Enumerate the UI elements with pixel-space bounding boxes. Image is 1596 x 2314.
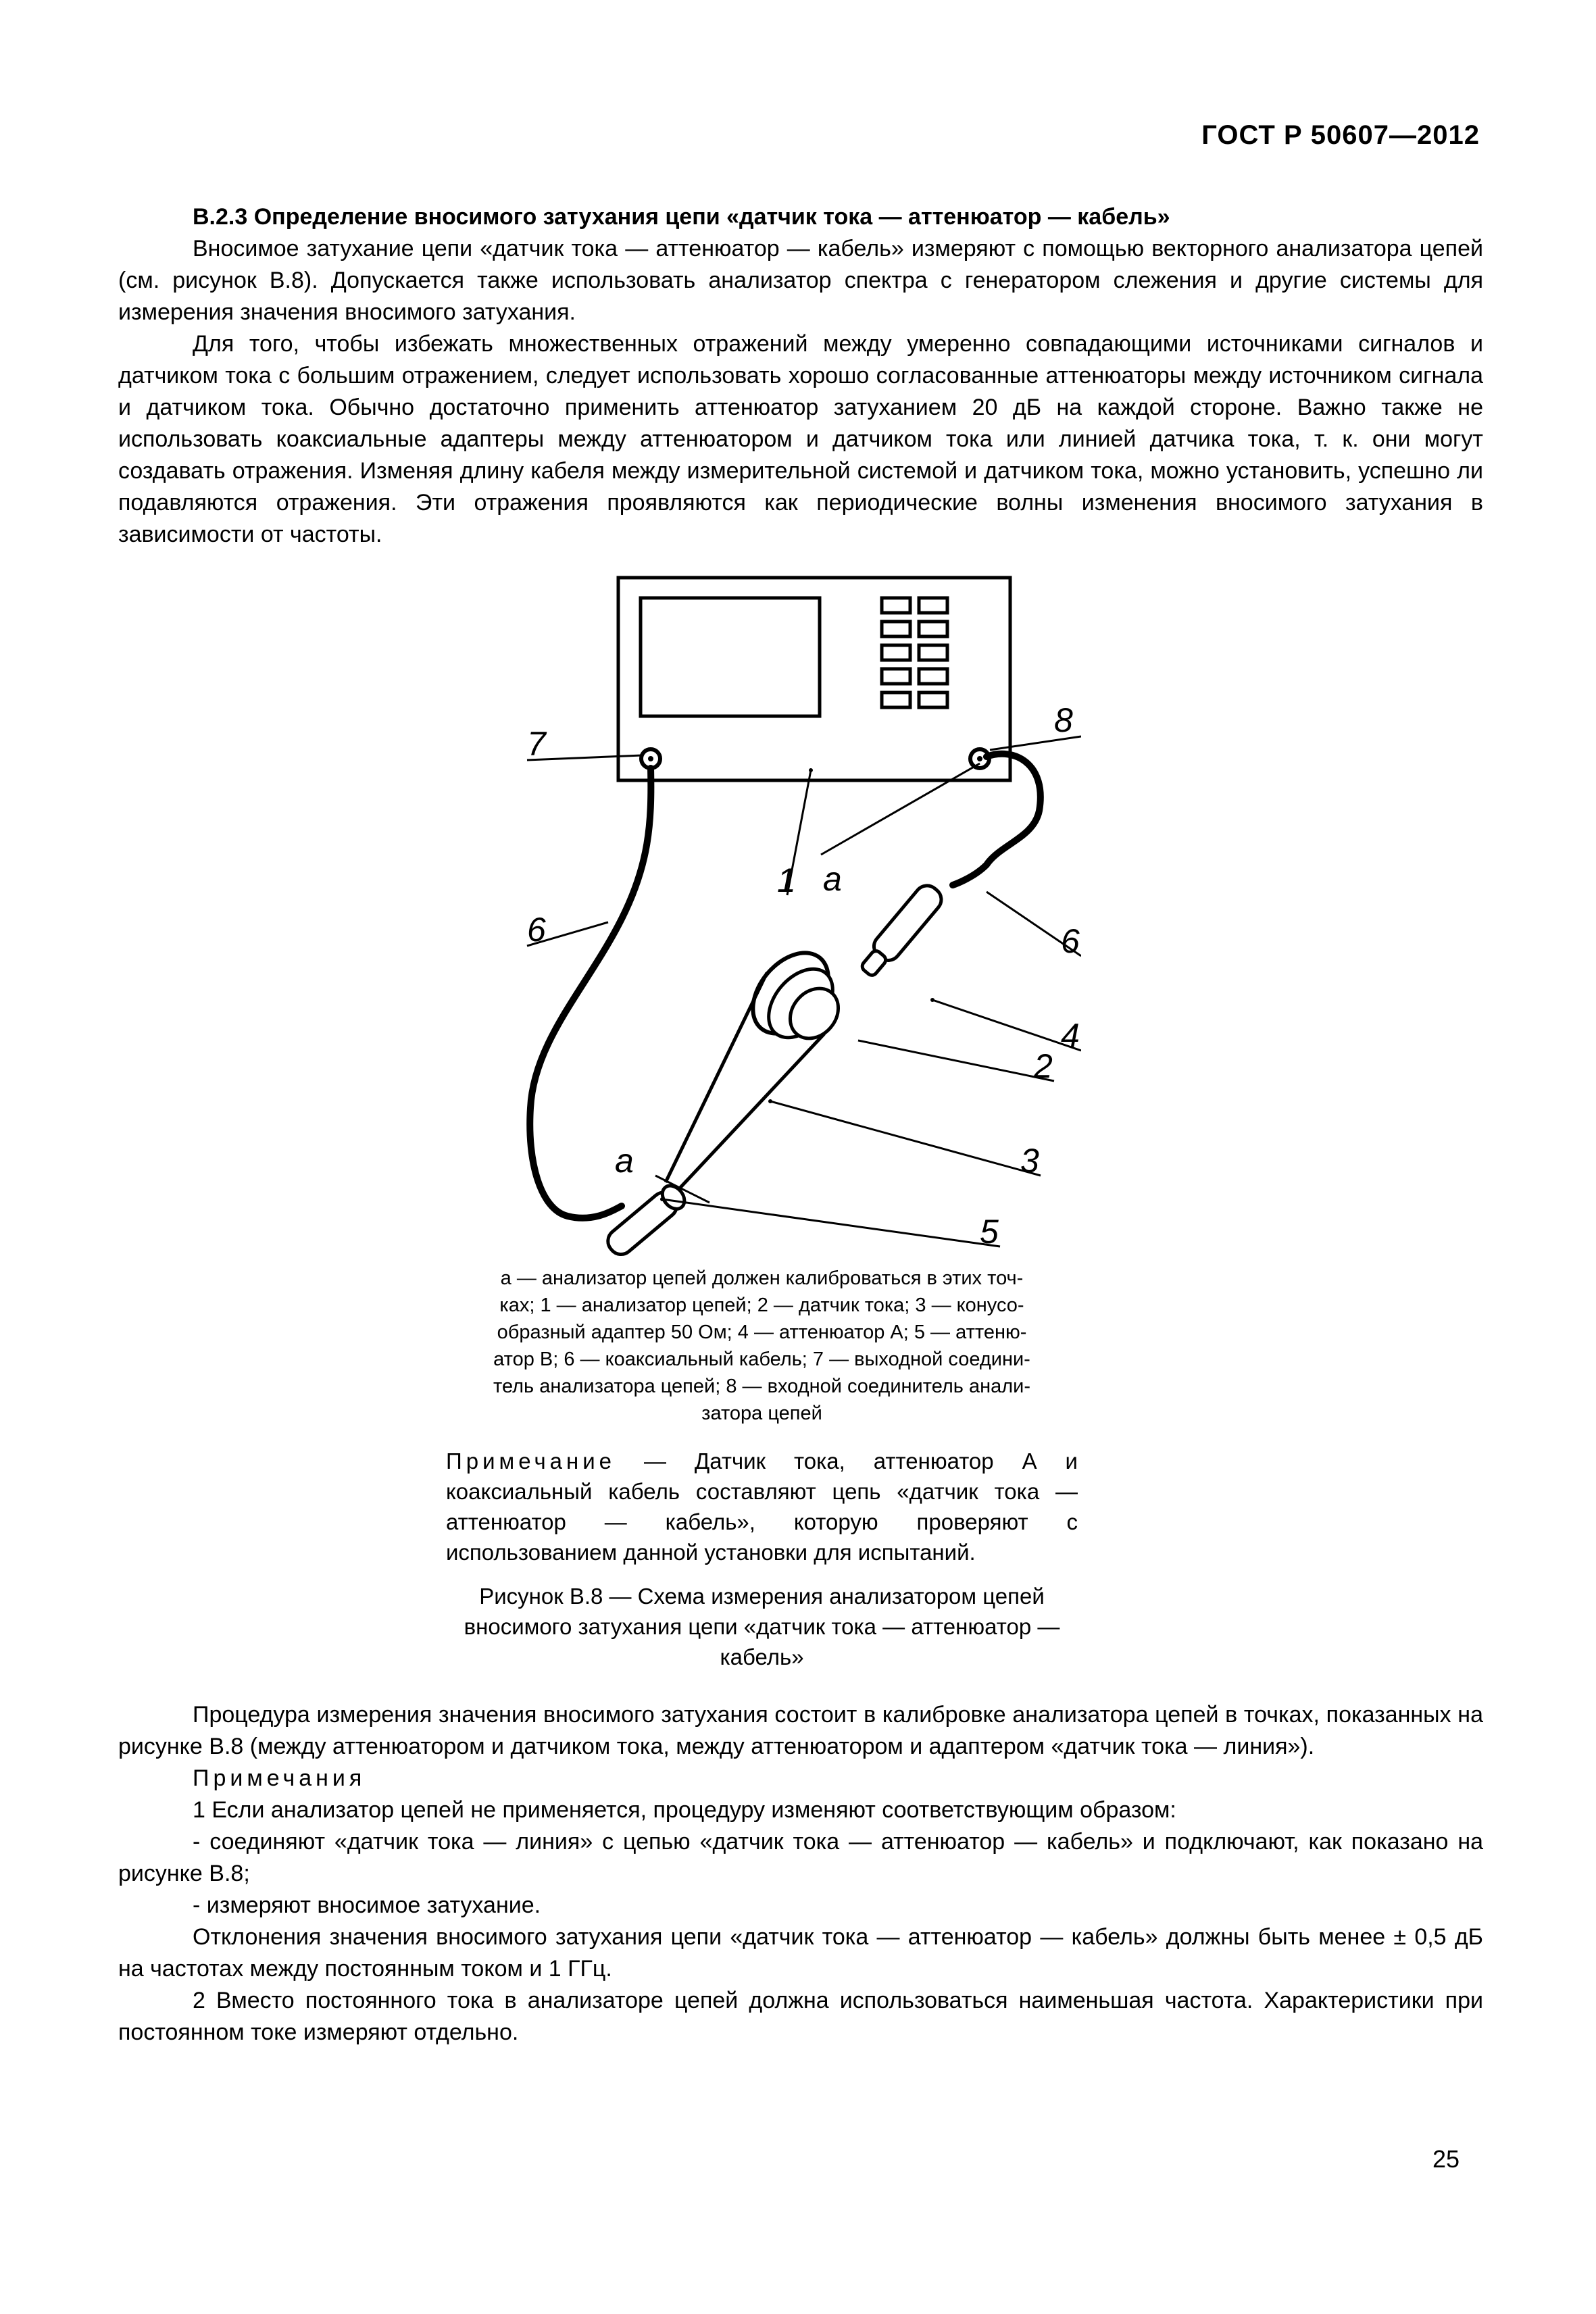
section-b23	[118, 201, 1483, 551]
legend-line: тель анализатора цепей; 8 — входной соединитель анали-	[493, 1376, 1031, 1397]
network-analyzer	[618, 578, 1010, 780]
figure-legend	[446, 1265, 1078, 1427]
figure-note	[446, 1446, 1078, 1567]
section-procedure	[118, 1699, 1483, 2048]
note-1-item-b: - измеряют вносимое затухание.	[193, 1892, 541, 1918]
legend-line: образный адаптер 50 Ом; 4 — аттенюатор А; 5 — аттеню-	[497, 1322, 1027, 1343]
notes-title: Примечания	[193, 1765, 366, 1791]
coaxial-cable-right	[953, 754, 1041, 885]
note-text: — Датчик тока, аттенюатор А и коаксиальный кабель составляют цепь «датчик тока — аттенюатор — кабель», которую проверяют с использованием данной установки для испытаний.	[446, 1449, 1078, 1565]
label-6-right: 6	[1061, 922, 1080, 960]
label-1: 1	[777, 861, 796, 899]
label-2: 2	[1034, 1047, 1053, 1085]
note-1-item-a: - соединяют «датчик тока — линия» с цепью «датчик тока — аттенюатор — кабель» и подключают, как показано на рисунке В.8;	[118, 1829, 1483, 1886]
note-label: Примечание	[446, 1449, 616, 1474]
caption-text: Рисунок В.8 — Схема измерения анализатором цепей вносимого затухания цепи «датчик тока — аттенюатор — кабель»	[464, 1584, 1060, 1669]
legend-line: атор В; 6 — коаксиальный кабель; 7 — выходной соедини-	[493, 1349, 1030, 1370]
attenuator-a	[856, 881, 946, 981]
page-number: 25	[1432, 2145, 1460, 2173]
label-5: 5	[980, 1213, 999, 1251]
label-a-top: a	[823, 860, 842, 898]
legend-line: затора цепей	[701, 1403, 822, 1424]
figure-b8-diagram	[514, 568, 1081, 1257]
paragraph: Вносимое затухание цепи «датчик тока — аттенюатор — кабель» измеряют с помощью векторного анализатора цепей (см. рисунок В.8). Допускается также использовать анализатор спектра с генератором слежения и другие системы для измерения значения вносимого затухания.	[118, 236, 1483, 325]
legend-line: ках; 1 — анализатор цепей; 2 — датчик тока; 3 — конусо-	[499, 1294, 1024, 1316]
analyzer-screen	[641, 598, 820, 716]
paragraph: Процедура измерения значения вносимого затухания состоит в калибровке анализатора цепей в точках, показанных на рисунке В.8 (между аттенюатором и датчиком тока, между аттенюатором и адаптером «датчик тока — линия»).	[118, 1702, 1483, 1759]
attenuator-b	[603, 1182, 689, 1257]
analyzer-keypad	[882, 598, 947, 707]
label-a-bottom: a	[615, 1142, 634, 1180]
section-title: В.2.3 Определение вносимого затухания цепи «датчик тока — аттенюатор — кабель»	[193, 204, 1170, 230]
legend-line: a — анализатор цепей должен калиброваться в этих точ-	[500, 1267, 1024, 1289]
document-id-header: ГОСТ Р 50607—2012	[1201, 120, 1480, 150]
note-1: 1 Если анализатор цепей не применяется, процедуру изменяют соответствующим образом:	[193, 1797, 1176, 1823]
label-6-left: 6	[527, 911, 546, 949]
note-2: 2 Вместо постоянного тока в анализаторе цепей должна использоваться наименьшая частота. Характеристики при постоянном токе измеряют отдельно.	[118, 1988, 1483, 2045]
figure-caption	[446, 1581, 1078, 1672]
label-8: 8	[1054, 701, 1073, 739]
label-4: 4	[1061, 1017, 1080, 1055]
current-probe	[738, 938, 848, 1050]
label-3: 3	[1020, 1142, 1039, 1180]
label-7: 7	[527, 725, 546, 763]
paragraph: Для того, чтобы избежать множественных отражений между умеренно совпадающими источниками сигналов и датчиком тока с большим отражением, следует использовать хорошо согласованные аттенюаторы между источником сигнала и датчиком тока. Обычно достаточно применить аттенюатор затуханием 20 дБ на каждой стороне. Важно также не использовать коаксиальные адаптеры между аттенюатором и датчиком тока или линией датчика тока, т. к. они могут создавать отражения. Изменяя длину кабеля между измерительной системой и датчиком тока, можно установить, успешно ли подавляются отражения. Эти отражения проявляются как периодические волны изменения вносимого затухания в зависимости от частоты.	[118, 331, 1483, 547]
note-1-deviation: Отклонения значения вносимого затухания цепи «датчик тока — аттенюатор — кабель» должны быть менее ± 0,5 дБ на частотах между постоянным током и 1 ГГц.	[118, 1924, 1483, 1982]
